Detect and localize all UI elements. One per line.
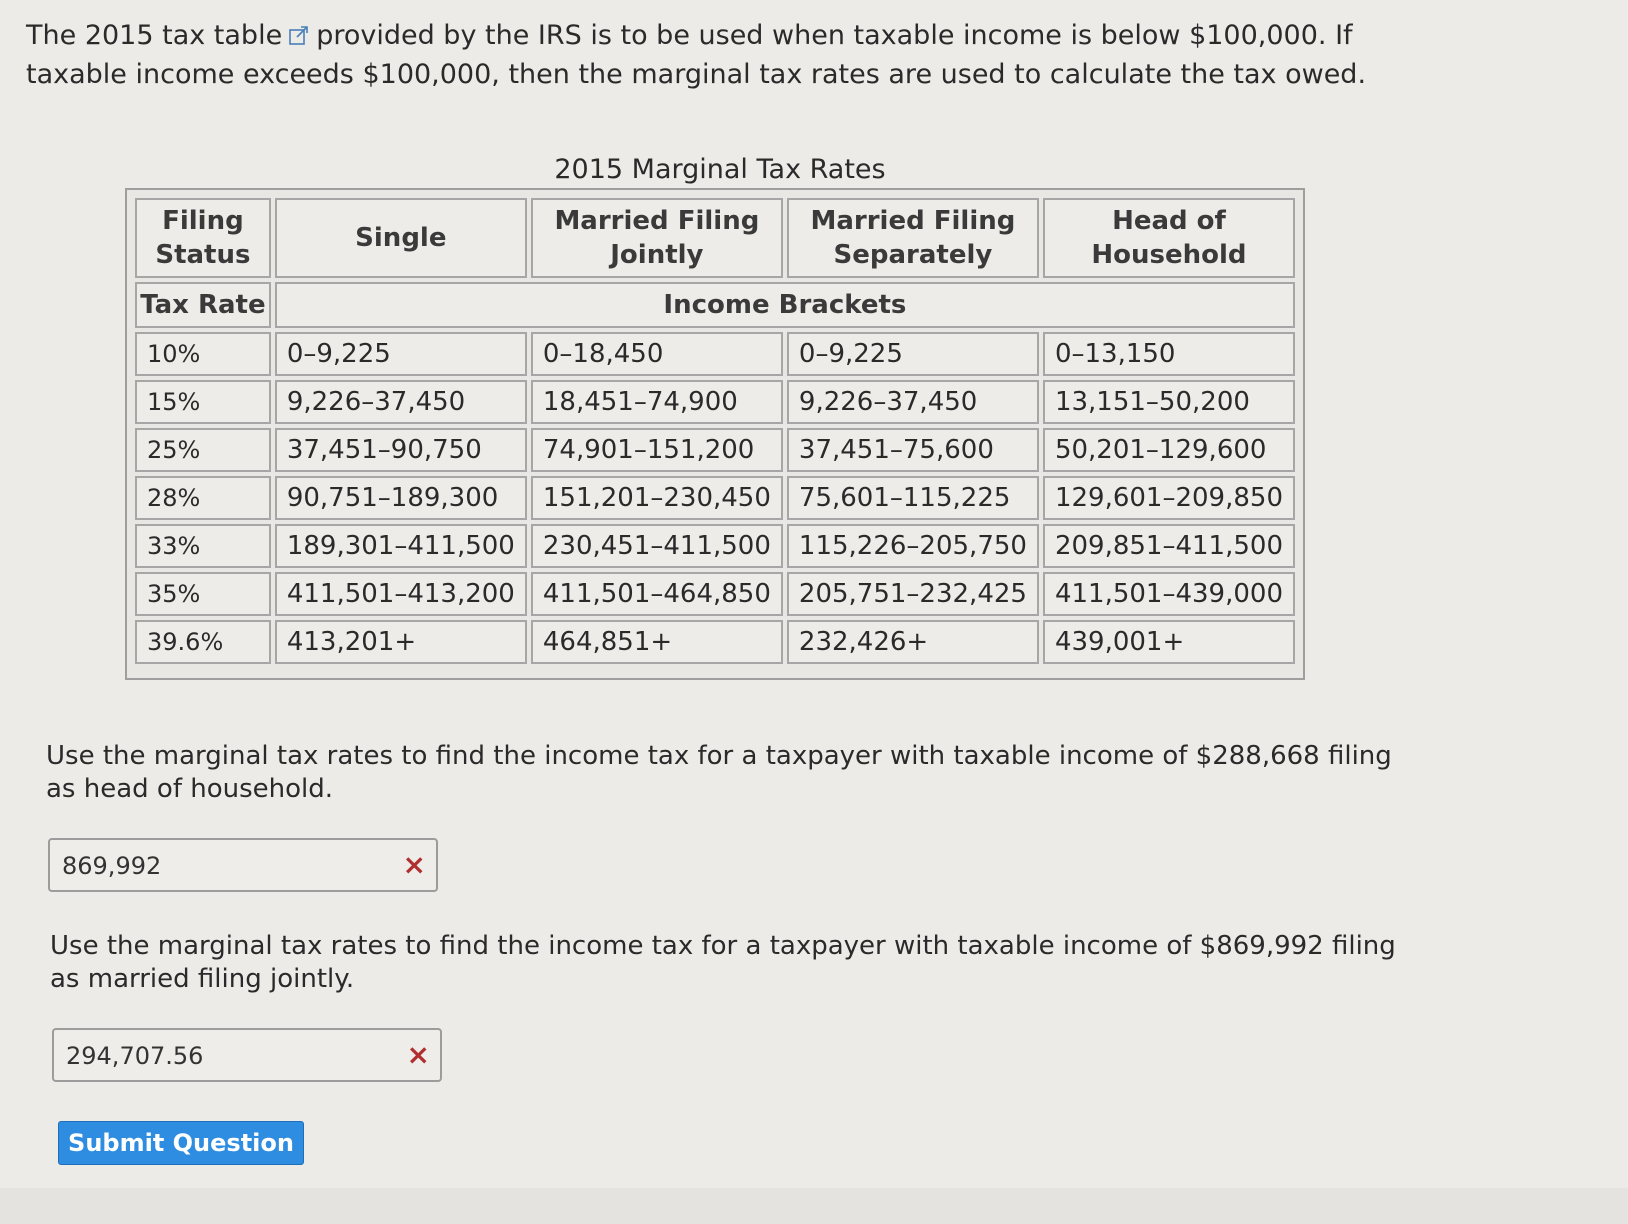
- bracket-cell-single: 413,201+: [275, 620, 527, 664]
- table-row: [135, 380, 1295, 424]
- bracket-cell-single: 37,451–90,750: [275, 428, 527, 472]
- bracket-cell-hoh: 439,001+: [1043, 620, 1295, 664]
- bracket-cell-single: 9,226–37,450: [275, 380, 527, 424]
- bracket-cell-mfs: 205,751–232,425: [787, 572, 1039, 616]
- tax-table-link[interactable]: 2015 tax table: [84, 20, 283, 51]
- rate-cell: 15%: [135, 380, 271, 424]
- bracket-cell-single: 189,301–411,500: [275, 524, 527, 568]
- bracket-cell-mfs: 232,426+: [787, 620, 1039, 664]
- intro-text-start: The: [26, 20, 77, 51]
- filing-status-header: Filing Status: [135, 198, 271, 278]
- rate-cell: 28%: [135, 476, 271, 520]
- table-row: [135, 428, 1295, 472]
- bracket-cell-single: 90,751–189,300: [275, 476, 527, 520]
- intro-paragraph: [26, 18, 1426, 93]
- bracket-cell-mfj: 411,501–464,850: [531, 572, 783, 616]
- bracket-cell-mfj: 18,451–74,900: [531, 380, 783, 424]
- bracket-cell-hoh: 129,601–209,850: [1043, 476, 1295, 520]
- question-1-text: Use the marginal tax rates to find the income tax for a taxpayer with taxable income of $288,668 filing as head of household.: [46, 741, 1392, 804]
- bracket-cell-mfj: 0–18,450: [531, 332, 783, 376]
- column-header-married-jointly: Married Filing Jointly: [531, 198, 783, 278]
- answer-2-value: 294,707.56: [66, 1042, 204, 1070]
- table-title: 2015 Marginal Tax Rates: [554, 154, 886, 185]
- tax-rate-header: Tax Rate: [135, 282, 271, 328]
- column-header-married-separately: Married Filing Separately: [787, 198, 1039, 278]
- bracket-cell-mfj: 151,201–230,450: [531, 476, 783, 520]
- answer-1-value: 869,992: [62, 852, 162, 880]
- table-row: [135, 620, 1295, 664]
- bracket-cell-mfj: 464,851+: [531, 620, 783, 664]
- bracket-cell-mfs: 9,226–37,450: [787, 380, 1039, 424]
- bracket-cell-hoh: 13,151–50,200: [1043, 380, 1295, 424]
- footer-band: [0, 1188, 1628, 1224]
- income-brackets-header: Income Brackets: [275, 282, 1295, 328]
- table-row: [135, 476, 1295, 520]
- question-2-text: Use the marginal tax rates to find the income tax for a taxpayer with taxable income of $869,992 filing as married filing jointly.: [50, 931, 1396, 994]
- bracket-cell-hoh: 0–13,150: [1043, 332, 1295, 376]
- rate-cell: 39.6%: [135, 620, 271, 664]
- bracket-cell-single: 411,501–413,200: [275, 572, 527, 616]
- bracket-cell-hoh: 411,501–439,000: [1043, 572, 1295, 616]
- answer-1-input[interactable]: [48, 838, 438, 892]
- column-header-head-of-household: Head of Household: [1043, 198, 1295, 278]
- bracket-cell-hoh: 209,851–411,500: [1043, 524, 1295, 568]
- bracket-cell-mfs: 37,451–75,600: [787, 428, 1039, 472]
- tax-table-container: [125, 188, 1305, 680]
- bracket-cell-mfs: 75,601–115,225: [787, 476, 1039, 520]
- column-header-single: Single: [275, 198, 527, 278]
- bracket-cell-mfj: 74,901–151,200: [531, 428, 783, 472]
- table-row: [135, 332, 1295, 376]
- bracket-cell-mfj: 230,451–411,500: [531, 524, 783, 568]
- bracket-cell-mfs: 115,226–205,750: [787, 524, 1039, 568]
- rate-cell: 35%: [135, 572, 271, 616]
- incorrect-icon: ×: [402, 848, 426, 881]
- external-link-icon[interactable]: [288, 21, 310, 57]
- intro-text-rest: provided by the IRS is to be used when taxable income is below $100,000. If taxable income exceeds $100,000, then the marginal tax rates are used to calculate the tax owed.: [26, 20, 1367, 90]
- rate-cell: 33%: [135, 524, 271, 568]
- bracket-cell-mfs: 0–9,225: [787, 332, 1039, 376]
- table-row: [135, 572, 1295, 616]
- bracket-cell-hoh: 50,201–129,600: [1043, 428, 1295, 472]
- rate-cell: 10%: [135, 332, 271, 376]
- table-row: [135, 524, 1295, 568]
- marginal-tax-table: [131, 194, 1299, 668]
- bracket-cell-single: 0–9,225: [275, 332, 527, 376]
- answer-2-input[interactable]: [52, 1028, 442, 1082]
- incorrect-icon: ×: [406, 1038, 430, 1071]
- rate-cell: 25%: [135, 428, 271, 472]
- submit-question-button[interactable]: Submit Question: [58, 1121, 304, 1165]
